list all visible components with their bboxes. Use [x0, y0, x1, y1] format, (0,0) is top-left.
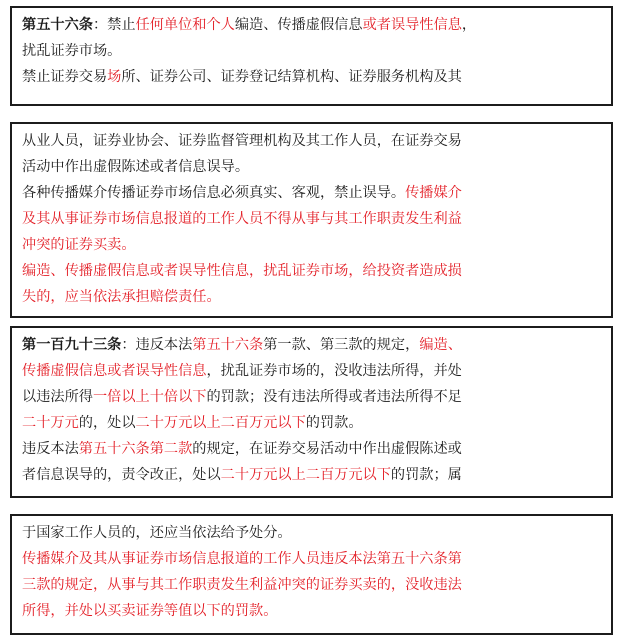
- highlighted-text: 任何单位和个人: [135, 17, 235, 33]
- text-segment: 第一款、第三款的规定，: [263, 337, 420, 353]
- text-segment: 的规定，在证券交易活动中作出虚假陈述或: [192, 441, 462, 457]
- text-line: [22, 520, 603, 546]
- highlighted-text: 冲突的证券买卖。: [22, 237, 136, 253]
- text-segment: ：禁止: [92, 17, 136, 33]
- text-line: [22, 572, 603, 598]
- text-segment: 的罚款；没有违法所得或者违法所得不足: [206, 389, 462, 405]
- text-segment: ：违反本法: [121, 337, 193, 353]
- article-heading: 第五十六条: [22, 17, 93, 33]
- highlighted-text: 三款的规定，从事与其工作职责发生利益冲突的证券买卖的，没收违法: [22, 577, 462, 593]
- highlighted-text: 传播虚假信息或者误导性信息: [22, 363, 207, 379]
- highlighted-text: 二十万元: [22, 415, 79, 431]
- text-line: [22, 462, 603, 488]
- text-line: [22, 436, 603, 462]
- text-line: [22, 546, 603, 572]
- text-segment: 扰乱证券市场。: [22, 43, 122, 59]
- text-line: [22, 384, 603, 410]
- highlighted-text: 失的，应当依法承担赔偿责任。: [22, 289, 221, 305]
- text-segment: 的罚款。: [305, 415, 363, 431]
- text-segment: 的，处以: [78, 415, 136, 431]
- article-193-excerpt-continued: [10, 514, 613, 635]
- text-line: [22, 12, 603, 38]
- text-segment: 违反本法: [22, 441, 79, 457]
- text-line: [22, 258, 603, 284]
- text-line: [22, 206, 603, 232]
- article-heading: 第一百九十三条: [22, 337, 122, 353]
- text-segment: 编造、传播虚假信息: [234, 17, 363, 33]
- text-line: [22, 284, 603, 310]
- text-line: [22, 64, 603, 90]
- highlighted-text: 第五十六条第二款: [78, 441, 193, 457]
- text-segment: 活动中作出虚假陈述或者信息误导。: [22, 159, 250, 175]
- text-line: [22, 38, 603, 64]
- text-line: [22, 410, 603, 436]
- highlighted-text: 及其从事证券市场信息报道的工作人员不得从事与其工作职责发生利益: [22, 211, 462, 227]
- text-segment: ，: [461, 17, 477, 33]
- article-56-excerpt-continued: [10, 122, 613, 318]
- highlighted-text: 一倍以上十倍以下: [92, 389, 207, 405]
- text-line: [22, 332, 603, 358]
- text-segment: 各种传播媒介传播证券市场信息必须真实、客观，禁止误导。: [22, 185, 406, 201]
- highlighted-text: 二十万元以上二百万元以下: [135, 415, 306, 431]
- text-segment: 的罚款；属: [390, 467, 462, 483]
- article-193-excerpt: [10, 326, 613, 498]
- highlighted-text: 编造、: [419, 337, 462, 353]
- text-line: [22, 180, 603, 206]
- text-segment: 所、证券公司、证券登记结算机构、证券服务机构及其: [121, 69, 462, 85]
- highlighted-text: 传播媒介: [405, 185, 462, 201]
- highlighted-text: 场: [107, 69, 122, 85]
- highlighted-text: 所得，并处以买卖证券等值以下的罚款。: [22, 603, 278, 619]
- text-segment: 禁止证券交易: [22, 69, 108, 85]
- highlighted-text: 编造、传播虚假信息或者误导性信息，扰乱证券市场，给投资者造成损: [22, 263, 462, 279]
- text-line: [22, 232, 603, 258]
- text-line: [22, 358, 603, 384]
- article-56-excerpt-top: [10, 6, 613, 106]
- highlighted-text: 第五十六条: [192, 337, 264, 353]
- text-line: [22, 598, 603, 624]
- text-line: [22, 154, 603, 180]
- text-segment: 以违法所得: [22, 389, 93, 405]
- text-segment: ，扰乱证券市场的，没收违法所得，并处: [206, 363, 462, 379]
- text-line: [22, 128, 603, 154]
- text-segment: 于国家工作人员的，还应当依法给予处分。: [22, 525, 292, 541]
- highlighted-text: 或者误导性信息: [362, 17, 462, 33]
- text-segment: 从业人员，证券业协会、证券监督管理机构及其工作人员，在证券交易: [22, 133, 462, 149]
- highlighted-text: 二十万元以上二百万元以下: [220, 467, 391, 483]
- text-segment: 者信息误导的，责令改正，处以: [22, 467, 221, 483]
- highlighted-text: 传播媒介及其从事证券市场信息报道的工作人员违反本法第五十六条第: [22, 551, 462, 567]
